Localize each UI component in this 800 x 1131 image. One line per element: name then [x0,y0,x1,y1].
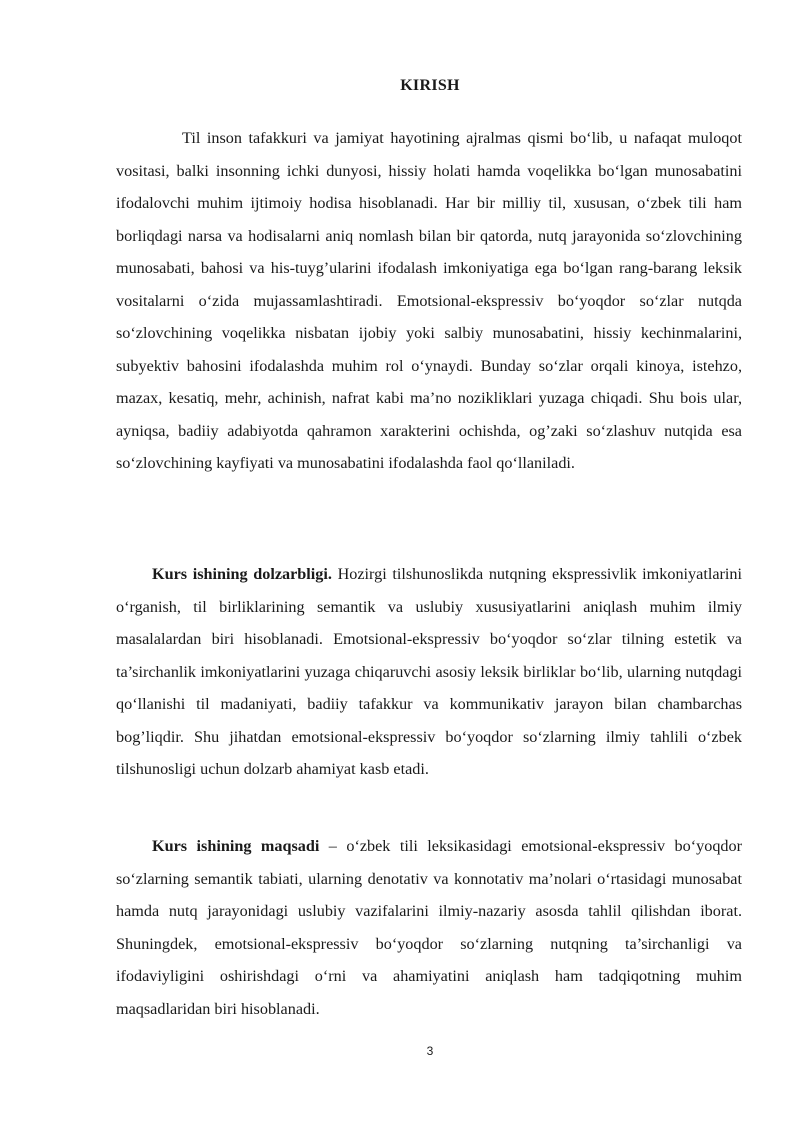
paragraph-text: Hozirgi tilshunoslikda nutqning ekspressivlik imkoniyatlarini o‘rganish, til birliklarining semantik va uslubiy xususiyatlarini aniqlash muhim ilmiy masalalardan biri hisoblanadi. Emotsional-ekspressiv bo‘yoqdor so‘zlar tilning estetik va ta’sirchanlik imkoniyatlarini yuzaga chiqaruvchi asosiy leksik birliklar bo‘lib, ularning nutqdagi qo‘llanishi til madaniyati, badiiy tafakkur va kommunikativ jarayon bilan chambarchas bog’liqdir. Shu jihatdan emotsional-ekspressiv bo‘yoqdor so‘zlarning ilmiy tahlili o‘zbek tilshunosligi uchun dolzarb ahamiyat kasb etadi. [116,565,742,778]
paragraph-text: – o‘zbek tili leksikasidagi emotsional-ekspressiv bo‘yoqdor so‘zlarning semantik tabiati, ularning denotativ va konnotativ ma’nolari o‘rtasidagi munosabat hamda nutq jarayonidagi uslubiy vazifalarini ilmiy-nazariy asosda tahlil qilishdan iborat. Shuningdek, emotsional-ekspressiv bo‘yoqdor so‘zlarning nutqning ta’sirchanligi va ifodaviyligini oshirishdagi o‘rni va ahamiyatini aniqlash ham tadqiqotning muhim maqsadlaridan biri hisoblanadi. [116,837,742,1018]
paragraph-lead: Kurs ishining maqsadi [152,837,320,855]
section-heading: KIRISH [400,77,460,94]
paragraph-goal [116,830,742,1025]
paragraph-introduction [116,122,742,480]
paragraph-text: Til inson tafakkuri va jamiyat hayotining ajralmas qismi bo‘lib, u nafaqat muloqot vositasi, balki insonning ichki dunyosi, hissiy holati hamda voqelikka bo‘lgan munosabatini ifodalovchi muhim ijtimoiy hodisa hisoblanadi. Har bir milliy til, xususan, o‘zbek tili ham borliqdagi narsa va hodisalarni aniq nomlash bilan bir qatorda, nutq jarayonida so‘zlovchining munosabati, bahosi va his-tuyg’ularini ifodalash imkoniyatiga ega bo‘lgan rang-barang leksik vositalarni o‘zida mujassamlashtiradi. Emotsional-ekspressiv bo‘yoqdor so‘zlar nutqda so‘zlovchining voqelikka nisbatan ijobiy yoki salbiy munosabatini, hissiy kechinmalarini, subyektiv bahosini ifodalashda muhim rol o‘ynaydi. Bunday so‘zlar orqali kinoya, istehzo, mazax, kesatiq, mehr, achinish, nafrat kabi ma’no nozikliklari yuzaga chiqadi. Shu bois ular, ayniqsa, badiiy adabiyotda qahramon xarakterini ochishda, og’zaki so‘zlashuv nutqida esa so‘zlovchining kayfiyati va munosabatini ifodalashda faol qo‘llaniladi. [116,129,742,472]
page-number: 3 [426,1044,434,1058]
paragraph-lead: Kurs ishining dolzarbligi. [152,565,332,583]
paragraph-relevance [116,558,742,786]
